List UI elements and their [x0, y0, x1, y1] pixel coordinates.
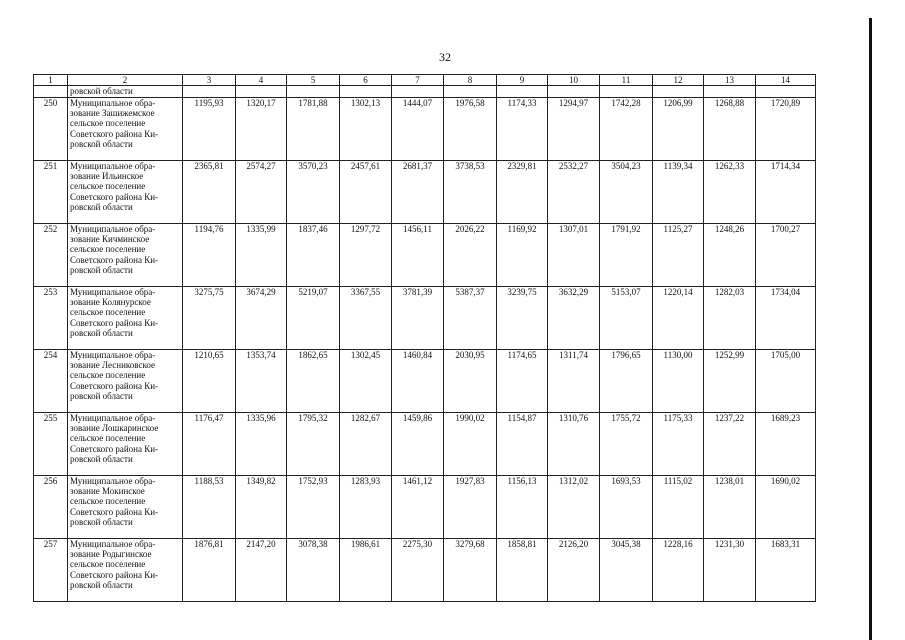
- value-cell: 1195,93: [183, 97, 236, 160]
- value-cell: 1283,93: [340, 475, 392, 538]
- value-cell: 1206,99: [653, 97, 704, 160]
- value-cell: 2126,20: [548, 538, 600, 601]
- value-cell: 1335,99: [236, 223, 287, 286]
- table-row: [34, 538, 816, 601]
- municipality-name: Муниципальное обра- зование Лесниковское сельское поселение Советского района Ки- ровской области: [68, 349, 183, 412]
- value-cell: 1231,30: [704, 538, 756, 601]
- value-cell: 5153,07: [600, 286, 653, 349]
- value-cell: 2574,27: [236, 160, 287, 223]
- table-row: [34, 97, 816, 160]
- column-header: 7: [392, 75, 444, 86]
- value-cell: 3275,75: [183, 286, 236, 349]
- value-cell: 1858,81: [497, 538, 548, 601]
- municipality-name: Муниципальное обра- зование Кичминское сельское поселение Советского района Ки- ровской области: [68, 223, 183, 286]
- value-cell: 1693,53: [600, 475, 653, 538]
- value-cell: 1689,23: [756, 412, 816, 475]
- column-header: 1: [34, 75, 68, 86]
- value-cell: 1282,03: [704, 286, 756, 349]
- value-cell: 1752,93: [287, 475, 340, 538]
- value-cell: 1125,27: [653, 223, 704, 286]
- value-cell: 2457,61: [340, 160, 392, 223]
- value-cell: 3045,38: [600, 538, 653, 601]
- table-cell: [287, 86, 340, 98]
- value-cell: 1194,76: [183, 223, 236, 286]
- row-number: 255: [34, 412, 68, 475]
- value-cell: 1312,02: [548, 475, 600, 538]
- value-cell: 1302,45: [340, 349, 392, 412]
- column-header: 14: [756, 75, 816, 86]
- page-edge-rule: [869, 18, 872, 640]
- table-cell: [392, 86, 444, 98]
- table-cell: [34, 86, 68, 98]
- value-cell: 1154,87: [497, 412, 548, 475]
- value-cell: 1302,13: [340, 97, 392, 160]
- value-cell: 1705,00: [756, 349, 816, 412]
- value-cell: 3570,23: [287, 160, 340, 223]
- value-cell: 1460,84: [392, 349, 444, 412]
- continuation-row: [34, 86, 816, 98]
- table-cell: [600, 86, 653, 98]
- table-row: [34, 349, 816, 412]
- row-number: 251: [34, 160, 68, 223]
- value-cell: 1228,16: [653, 538, 704, 601]
- value-cell: 1990,02: [444, 412, 497, 475]
- value-cell: 1781,88: [287, 97, 340, 160]
- table-cell: [548, 86, 600, 98]
- value-cell: 3367,55: [340, 286, 392, 349]
- value-cell: 1976,58: [444, 97, 497, 160]
- row-number: 256: [34, 475, 68, 538]
- municipality-name: Муниципальное обра- зование Зашижемское сельское поселение Советского района Ки- ровской области: [68, 97, 183, 160]
- column-header: 12: [653, 75, 704, 86]
- column-header: 4: [236, 75, 287, 86]
- table-cell: [236, 86, 287, 98]
- value-cell: 1176,47: [183, 412, 236, 475]
- column-header: 8: [444, 75, 497, 86]
- table-row: [34, 223, 816, 286]
- value-cell: 1700,27: [756, 223, 816, 286]
- value-cell: 1297,72: [340, 223, 392, 286]
- table-row: [34, 160, 816, 223]
- table-cell: [756, 86, 816, 98]
- data-table: [33, 74, 816, 602]
- value-cell: 1349,82: [236, 475, 287, 538]
- value-cell: 1294,97: [548, 97, 600, 160]
- column-header: 9: [497, 75, 548, 86]
- value-cell: 3738,53: [444, 160, 497, 223]
- value-cell: 1986,61: [340, 538, 392, 601]
- value-cell: 1734,04: [756, 286, 816, 349]
- value-cell: 5387,37: [444, 286, 497, 349]
- row-number: 250: [34, 97, 68, 160]
- value-cell: 1459,86: [392, 412, 444, 475]
- value-cell: 3279,68: [444, 538, 497, 601]
- municipality-name: Муниципальное обра- зование Мокинское сельское поселение Советского района Ки- ровской области: [68, 475, 183, 538]
- value-cell: 1115,02: [653, 475, 704, 538]
- value-cell: 1169,92: [497, 223, 548, 286]
- value-cell: 1876,81: [183, 538, 236, 601]
- table-row: [34, 286, 816, 349]
- value-cell: 1755,72: [600, 412, 653, 475]
- value-cell: 1311,74: [548, 349, 600, 412]
- table-cell: [340, 86, 392, 98]
- value-cell: 2681,37: [392, 160, 444, 223]
- value-cell: 1690,02: [756, 475, 816, 538]
- value-cell: 1310,76: [548, 412, 600, 475]
- value-cell: 1683,31: [756, 538, 816, 601]
- value-cell: 3239,75: [497, 286, 548, 349]
- municipality-name: Муниципальное обра- зование Родыгинское сельское поселение Советского района Ки- ровской области: [68, 538, 183, 601]
- row-number: 254: [34, 349, 68, 412]
- value-cell: 1353,74: [236, 349, 287, 412]
- row-number: 257: [34, 538, 68, 601]
- value-cell: 5219,07: [287, 286, 340, 349]
- value-cell: 1130,00: [653, 349, 704, 412]
- municipality-name: Муниципальное обра- зование Колянурское сельское поселение Советского района Ки- ровской области: [68, 286, 183, 349]
- municipality-name: Муниципальное обра- зование Ильинское сельское поселение Советского района Ки- ровской области: [68, 160, 183, 223]
- value-cell: 1444,07: [392, 97, 444, 160]
- column-header: 5: [287, 75, 340, 86]
- value-cell: 1795,32: [287, 412, 340, 475]
- value-cell: 2147,20: [236, 538, 287, 601]
- table-cell: [183, 86, 236, 98]
- value-cell: 3504,23: [600, 160, 653, 223]
- value-cell: 1456,11: [392, 223, 444, 286]
- value-cell: 3674,29: [236, 286, 287, 349]
- column-header: 3: [183, 75, 236, 86]
- value-cell: 1174,65: [497, 349, 548, 412]
- value-cell: 1238,01: [704, 475, 756, 538]
- page-number: 32: [439, 50, 451, 64]
- value-cell: 1174,33: [497, 97, 548, 160]
- value-cell: 1139,34: [653, 160, 704, 223]
- continuation-text: ровской области: [68, 86, 183, 98]
- value-cell: 1262,33: [704, 160, 756, 223]
- table-row: [34, 412, 816, 475]
- table-cell: [497, 86, 548, 98]
- column-header: 6: [340, 75, 392, 86]
- value-cell: 2030,95: [444, 349, 497, 412]
- value-cell: 2329,81: [497, 160, 548, 223]
- value-cell: 1837,46: [287, 223, 340, 286]
- value-cell: 1252,99: [704, 349, 756, 412]
- row-number: 253: [34, 286, 68, 349]
- column-header: 10: [548, 75, 600, 86]
- column-header: 13: [704, 75, 756, 86]
- value-cell: 1282,67: [340, 412, 392, 475]
- value-cell: 1320,17: [236, 97, 287, 160]
- value-cell: 1335,96: [236, 412, 287, 475]
- municipality-name: Муниципальное обра- зование Лошкаринское сельское поселение Советского района Ки- ровской области: [68, 412, 183, 475]
- table-cell: [653, 86, 704, 98]
- value-cell: 1156,13: [497, 475, 548, 538]
- column-header: 11: [600, 75, 653, 86]
- value-cell: 1862,65: [287, 349, 340, 412]
- table-cell: [704, 86, 756, 98]
- value-cell: 1220,14: [653, 286, 704, 349]
- column-header: 2: [68, 75, 183, 86]
- value-cell: 1237,22: [704, 412, 756, 475]
- value-cell: 1714,34: [756, 160, 816, 223]
- table-row: [34, 475, 816, 538]
- value-cell: 1175,33: [653, 412, 704, 475]
- value-cell: 2275,30: [392, 538, 444, 601]
- row-number: 252: [34, 223, 68, 286]
- value-cell: 1461,12: [392, 475, 444, 538]
- value-cell: 1720,89: [756, 97, 816, 160]
- value-cell: 1268,88: [704, 97, 756, 160]
- value-cell: 2532,27: [548, 160, 600, 223]
- value-cell: 2365,81: [183, 160, 236, 223]
- value-cell: 3078,38: [287, 538, 340, 601]
- value-cell: 1248,26: [704, 223, 756, 286]
- value-cell: 1796,65: [600, 349, 653, 412]
- value-cell: 1188,53: [183, 475, 236, 538]
- value-cell: 3781,39: [392, 286, 444, 349]
- table-header-row: [34, 75, 816, 86]
- value-cell: 1210,65: [183, 349, 236, 412]
- value-cell: 3632,29: [548, 286, 600, 349]
- value-cell: 1742,28: [600, 97, 653, 160]
- value-cell: 1307,01: [548, 223, 600, 286]
- table-cell: [444, 86, 497, 98]
- value-cell: 1791,92: [600, 223, 653, 286]
- value-cell: 1927,83: [444, 475, 497, 538]
- value-cell: 2026,22: [444, 223, 497, 286]
